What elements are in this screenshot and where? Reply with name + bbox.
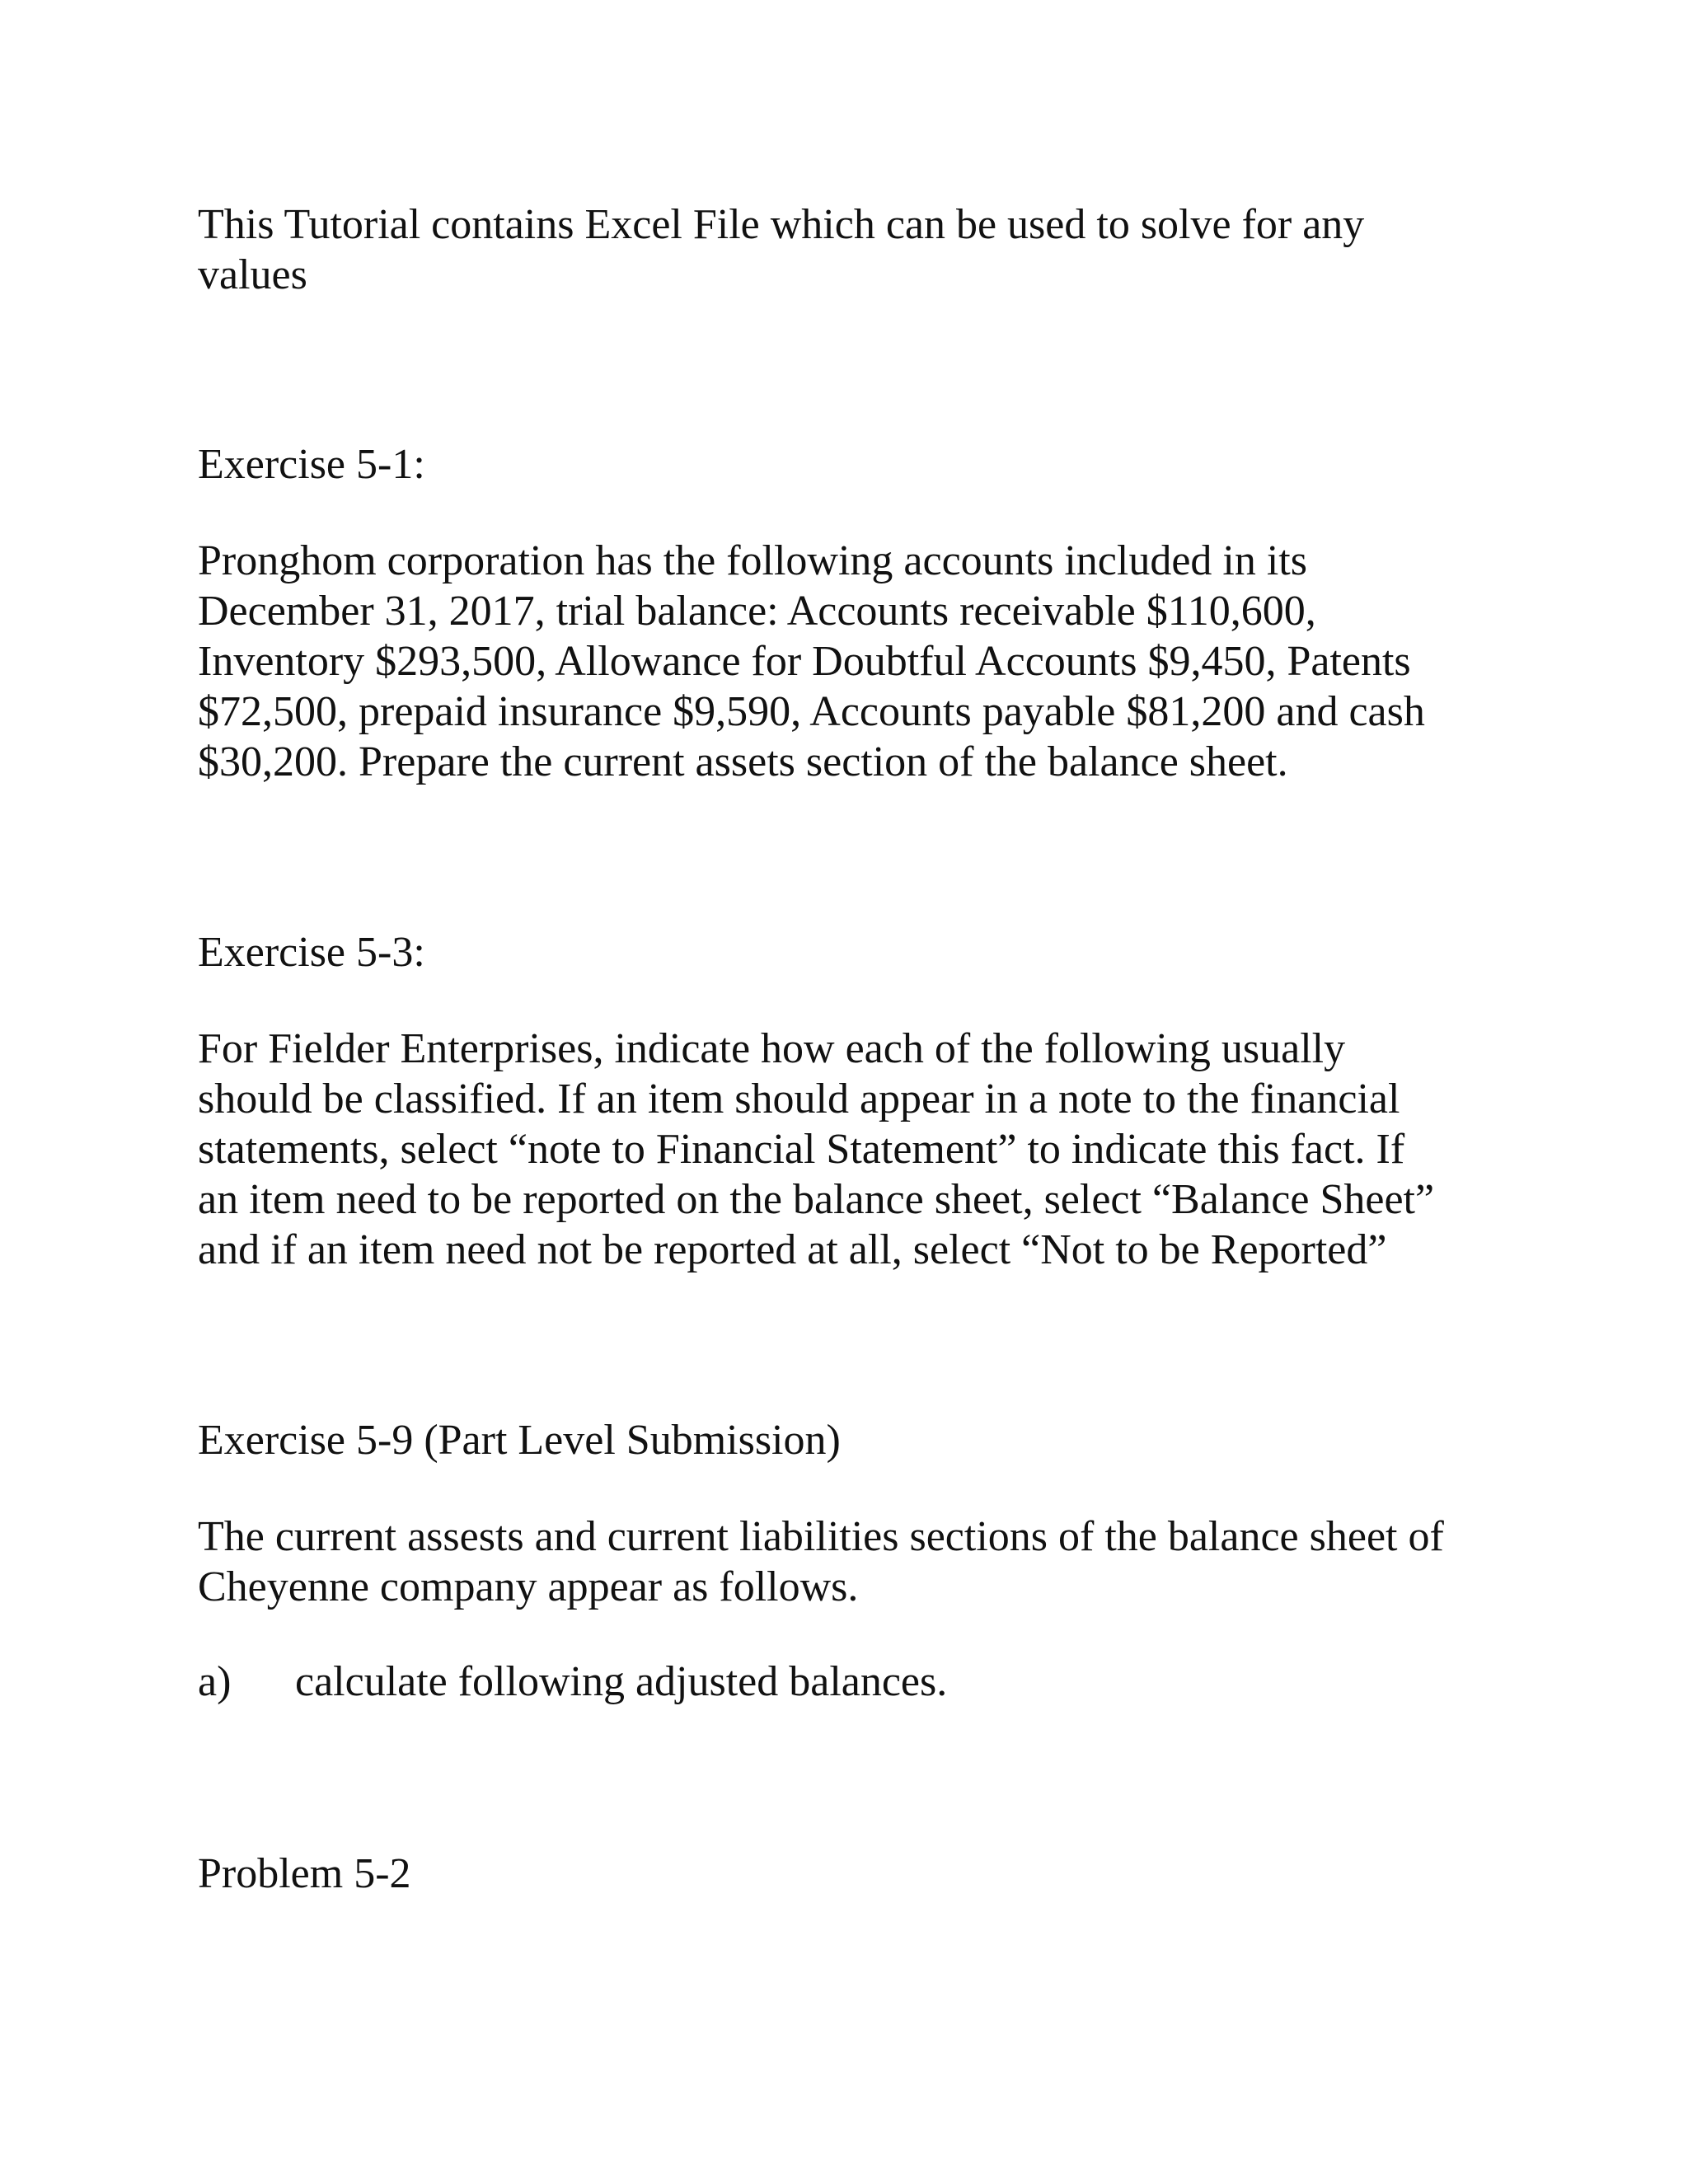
intro-line: values	[198, 251, 307, 298]
paragraph-line: Inventory $293,500, Allowance for Doubtful Accounts $9,450, Patents	[198, 638, 1411, 685]
paragraph-line: December 31, 2017, trial balance: Accounts receivable $110,600,	[198, 588, 1316, 635]
paragraph-line: For Fielder Enterprises, indicate how each of the following usually	[198, 1025, 1346, 1072]
paragraph-line: Cheyenne company appear as follows.	[198, 1563, 859, 1610]
paragraph-line: $72,500, prepaid insurance $9,590, Accounts payable $81,200 and cash	[198, 688, 1425, 735]
intro-line: This Tutorial contains Excel File which can be used to solve for any	[198, 201, 1365, 248]
exercise-5-3-heading: Exercise 5-3:	[198, 929, 425, 976]
paragraph-line: and if an item need not be reported at all, select “Not to be Reported”	[198, 1226, 1387, 1273]
paragraph-line: statements, select “note to Financial Statement” to indicate this fact. If	[198, 1126, 1405, 1173]
paragraph-line: The current assests and current liabilities sections of the balance sheet of	[198, 1513, 1444, 1560]
exercise-5-3-paragraph	[198, 1024, 1533, 1275]
exercise-5-1-paragraph	[198, 536, 1533, 787]
exercise-5-9-paragraph	[198, 1511, 1533, 1612]
paragraph-line: Pronghom corporation has the following accounts included in its	[198, 537, 1307, 584]
list-marker: a)	[198, 1658, 232, 1705]
paragraph-line: an item need to be reported on the balance sheet, select “Balance Sheet”	[198, 1176, 1435, 1223]
paragraph-line: $30,200. Prepare the current assets section of the balance sheet.	[198, 738, 1288, 785]
intro-paragraph	[198, 199, 1533, 300]
list-item-text: calculate following adjusted balances.	[295, 1658, 948, 1705]
exercise-5-9-heading: Exercise 5-9 (Part Level Submission)	[198, 1417, 841, 1464]
paragraph-line: should be classified. If an item should appear in a note to the financial	[198, 1076, 1400, 1122]
exercise-5-1-heading: Exercise 5-1:	[198, 441, 425, 488]
problem-5-2-heading: Problem 5-2	[198, 1850, 411, 1897]
